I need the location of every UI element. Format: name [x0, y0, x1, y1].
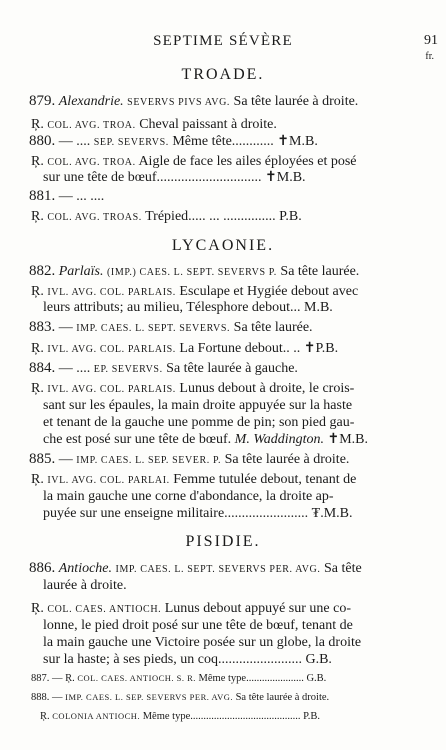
dash: — .... [55, 361, 94, 376]
reverse-mark: Ŗ. [31, 601, 44, 616]
description-text: Trépied..... ... ............... P.B. [141, 209, 302, 224]
entry-number: 887. [31, 673, 50, 684]
section-title-troade: TROADE. [181, 66, 265, 83]
entry-884-obverse [29, 359, 298, 379]
entry-884-reverse-cont-3 [43, 430, 368, 449]
coin-legend: COL. CAES. ANTIOCH. [47, 604, 162, 615]
running-title: SEPTIME SÉVÈRE [153, 33, 293, 49]
coin-legend: COL. CAES. ANTIOCH. S. R. [77, 673, 196, 683]
city-name: Alexandrie. [58, 94, 124, 109]
section-title-lycaonie: LYCAONIE. [171, 237, 275, 254]
entry-number: 885. [29, 451, 56, 467]
entry-number: 883. [29, 319, 56, 335]
entry-880-reverse-cont: sur une tête de bœuf.............................. ✝M.B. [43, 170, 306, 185]
reverse-mark: Ŗ. [31, 117, 44, 132]
description-text: Même type.......................................... P.B. [140, 711, 321, 722]
reverse-mark: — Ŗ. [49, 673, 78, 684]
description-text: Même tête............ ✝M.B. [168, 134, 318, 149]
entry-number: 886. [29, 560, 56, 576]
reverse-mark: Ŗ. [40, 711, 50, 722]
entry-883-reverse [31, 339, 338, 359]
description-text: Lunus debout appuyé sur une co- [161, 601, 351, 616]
reverse-mark: Ŗ. [31, 341, 44, 356]
coin-legend: IVL. AVG. COL. PARLAIS. [47, 287, 176, 298]
entry-888-reverse [40, 707, 320, 726]
coin-legend: IMP. CAES. L. SEPT. SEVERVS PER. AVG. [115, 564, 321, 575]
coin-legend: COLONIA ANTIOCH. [52, 711, 141, 721]
description-text: La Fortune debout.. .. ✝P.B. [175, 341, 339, 356]
reverse-mark: Ŗ. [31, 154, 44, 169]
dash: — [55, 320, 77, 335]
description-text: Sa tête laurée. [230, 320, 313, 335]
reverse-mark: Ŗ. [31, 472, 44, 487]
price-unit-label: fr. [425, 51, 434, 62]
coin-legend: IMP. CAES. L. SEP. SEVER. P. [76, 455, 222, 466]
entry-886-reverse-cont-1: lonne, le pied droit posé sur une tête de bœuf, tenant de [43, 618, 353, 633]
description-text: Lunus debout à droite, le crois- [175, 381, 355, 396]
description-text: Sa tête [320, 561, 362, 576]
coin-legend: COL. AVG. TROAS. [47, 212, 142, 223]
entry-number: 882. [29, 263, 56, 279]
entry-879-obverse [29, 92, 358, 112]
dash: — ... .... [55, 189, 105, 204]
entry-887 [31, 669, 326, 688]
coin-legend: SEP. SEVERVS. [93, 137, 169, 148]
entry-885-reverse-cont-1: la main gauche une corne d'abondance, la droite ap- [43, 489, 334, 504]
description-text: Sa tête laurée. [276, 264, 360, 279]
entry-number: 880. [29, 133, 56, 149]
reverse-mark: Ŗ. [31, 209, 44, 224]
description-text: Sa tête laurée à droite. [221, 452, 350, 467]
entry-888-obverse [31, 688, 329, 707]
reverse-mark: Ŗ. [31, 284, 44, 299]
dash: — [55, 452, 77, 467]
coin-legend: IVL. AVG. COL. PARLAIS. [47, 344, 176, 355]
source-author: M. Waddington. [234, 432, 324, 447]
entry-number: 884. [29, 360, 56, 376]
coin-legend: IVL. AVG. COL. PARLAIS. [47, 384, 176, 395]
entry-number: 888. [31, 692, 50, 703]
coin-legend: IMP. CAES. L. SEP. SEVERVS PER. AVG. [65, 692, 233, 702]
description-text: Sa tête laurée à gauche. [162, 361, 298, 376]
entry-881-reverse [31, 207, 302, 227]
entry-882-reverse-cont: leurs attributs; au milieu, Télesphore debout... M.B. [43, 300, 333, 315]
coin-legend: COL. AVG. TROA. [47, 157, 136, 168]
description-text: ✝M.B. [324, 432, 369, 447]
coin-legend: SEVERVS PIVS AVG. [127, 97, 231, 108]
entry-884-reverse-cont-2: et tenant de la gauche une pomme de pin; son pied gau- [43, 415, 355, 430]
description-text: che est posé sur une tête de bœuf. [43, 432, 235, 447]
description-text: Sa tête laurée à droite. [230, 94, 359, 109]
dash: — .... [55, 134, 94, 149]
entry-885-reverse-cont-2: puyée sur une enseigne militaire........................ ₮.M.B. [43, 506, 353, 521]
entry-886-reverse-cont-2: la main gauche une Victoire posée sur un globe, la droite [43, 635, 362, 650]
city-name: Antioche. [58, 561, 113, 576]
description-text: Cheval paissant à droite. [135, 117, 277, 132]
description-text: Même type...................... G.B. [195, 673, 327, 684]
entry-886-obverse-cont: laurée à droite. [43, 578, 127, 593]
entry-882-obverse [29, 262, 359, 282]
entry-number: 881. [29, 188, 56, 204]
entry-884-reverse-cont-1: sant sur les épaules, la main droite appuyée sur la haste [43, 398, 353, 413]
coin-legend: COL. AVG. TROA. [47, 120, 136, 131]
coin-legend: (IMP.) CAES. L. SEPT. SEVERVS P. [106, 267, 277, 278]
entry-886-reverse-cont-3: sur la haste; à ses pieds, un coq........................ G.B. [43, 652, 332, 667]
entry-885-obverse [29, 450, 349, 470]
description-text: Esculape et Hygiée debout avec [175, 284, 359, 299]
coin-legend: EP. SEVERVS. [93, 364, 163, 375]
entry-number: 879. [29, 93, 56, 109]
entry-881-obverse [29, 187, 104, 206]
section-title-pisidie: PISIDIE. [185, 533, 261, 550]
dash: — [49, 692, 66, 703]
coin-legend: IMP. CAES. L. SEPT. SEVERVS. [76, 323, 231, 334]
entry-883-obverse [29, 318, 313, 338]
description-text: Sa tête laurée à droite. [232, 692, 330, 703]
city-name: Parlaïs. [58, 264, 104, 279]
page-number: 91 [424, 33, 438, 48]
reverse-mark: Ŗ. [31, 381, 44, 396]
entry-880-obverse [29, 132, 318, 152]
coin-legend: IVL. AVG. COL. PARLAI. [47, 475, 170, 486]
description-text: Femme tutulée debout, tenant de [169, 472, 357, 487]
description-text: Aigle de face les ailes éployées et posé [135, 154, 357, 169]
